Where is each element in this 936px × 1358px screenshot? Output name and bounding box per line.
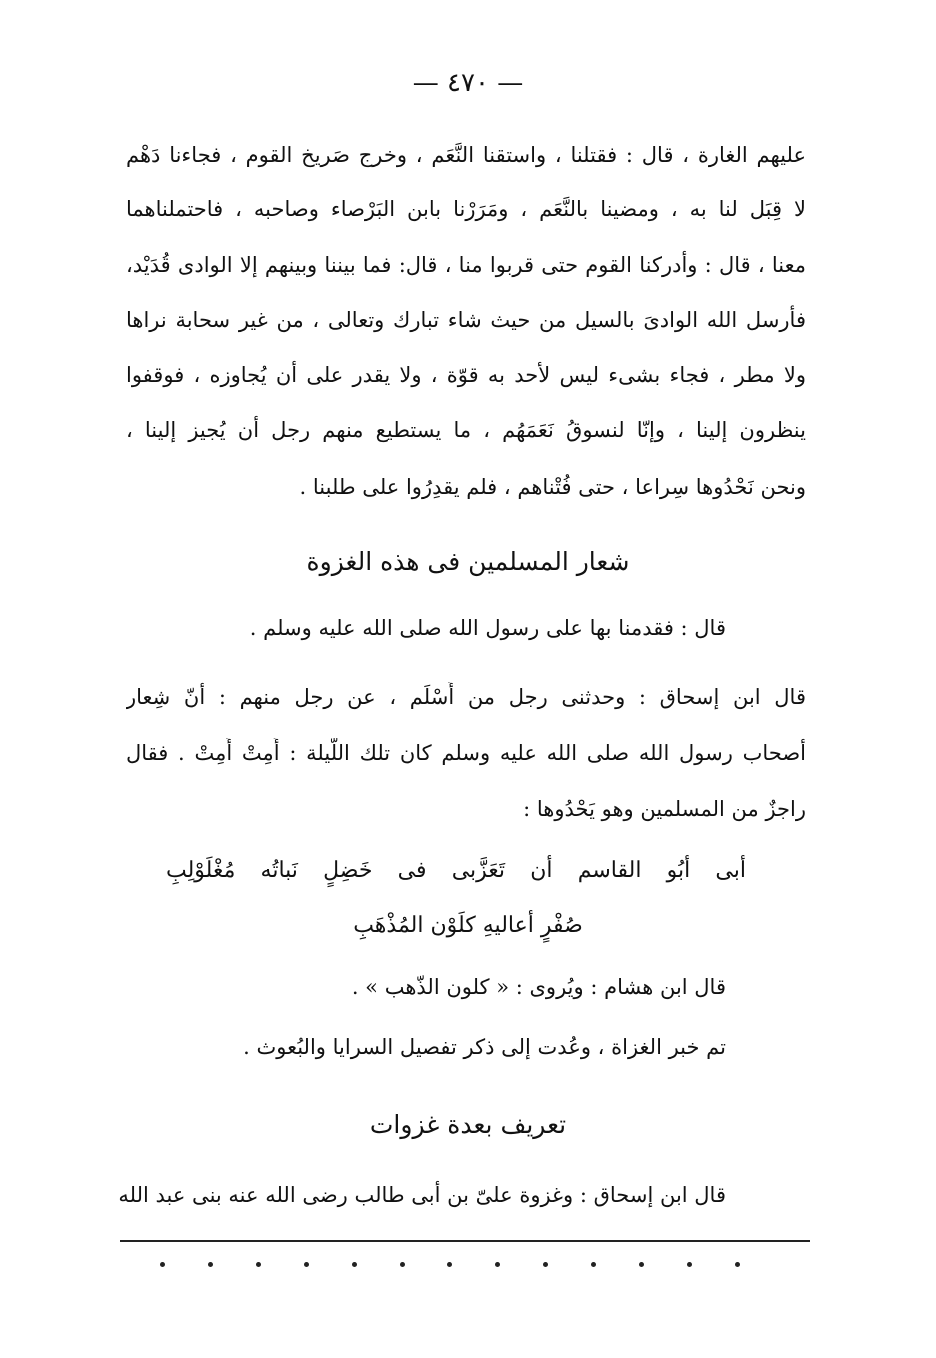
text-line: راجزٌ من المسلمين وهو يَحْدُوها : [523, 797, 806, 821]
text-line: معنا ، قال : وأدركنا القوم حتى قربوا منا ، قال: فما بيننا وبينهم إلا الوادى قُدَيْد، [126, 253, 806, 277]
text-line: ولا مطر ، فجاء بشىء ليس لأحد به قوّة ، ولا يقدر على أن يُجاوزه ، فوقفوا [126, 363, 806, 387]
dot [256, 1262, 261, 1267]
text-line: فأرسل الله الوادىَ بالسيل من حيث شاء تبارك وتعالى ، من غير سحابة نراها [126, 308, 806, 332]
text-line: عليهم الغارة ، قال : فقتلنا ، واستقنا النَّعَم ، وخرج صَريخ القوم ، فجاءنا دَهْم [126, 143, 806, 167]
text-line: قال ابن إسحاق : وحدثنى رجل من أَسْلَم ، عن رجل منهم : أنّ شِعار [126, 685, 806, 709]
dot [591, 1262, 596, 1267]
footnote-rule [120, 1240, 810, 1242]
dot [400, 1262, 405, 1267]
text-line: قال ابن هشام : ويُروى : « كلون الذّهب » . [351, 975, 726, 999]
page-number: — ٤٧٠ — [412, 68, 524, 98]
text-line: قال ابن إسحاق : وغزوة علىّ بن أبى طالب رضى الله عنه بنى عبد الله [118, 1183, 726, 1207]
dot [208, 1262, 213, 1267]
footnote-dots [160, 1262, 740, 1267]
text-line: تم خبر الغزاة ، وعُدت إلى ذكر تفصيل السرايا والبُعوث . [243, 1035, 726, 1059]
dot [447, 1262, 452, 1267]
verse-line: أبى أبُو القاسم أن تَعَزَّبى فى خَضِلٍ نَباتُه مُغْلَوْلِبِ [166, 858, 746, 883]
dot [543, 1262, 548, 1267]
verse-line: صُفْرٍ أعاليهِ كلَوْن المُذْهَبِ [353, 913, 583, 938]
section-heading: شعار المسلمين فى هذه الغزوة [306, 547, 630, 576]
text-line: ونحن نَحْدُوها سِراعا ، حتى فُتْناهم ، فلم يقدِرُوا على طلبنا . [299, 475, 806, 499]
text-line: لا قِبَل لنا به ، ومضينا بالنَّعَم ، ومَرَرْنا بابن البَرْصاء وصاحبه ، فاحتملناهما [126, 197, 806, 221]
dot [352, 1262, 357, 1267]
dot [304, 1262, 309, 1267]
text-line: أصحاب رسول الله صلى الله عليه وسلم كان تلك اللّيلة : أَمِتْ أَمِتْ . فقال [126, 741, 806, 765]
dot [735, 1262, 740, 1267]
text-line: قال : فقدمنا بها على رسول الله صلى الله عليه وسلم . [249, 616, 726, 640]
text-line: ينظرون إلينا ، وإنّا لنسوقُ نَعَمَهُم ، ما يستطيع منهم رجل أن يُجيز إلينا ، [126, 418, 806, 442]
dot [160, 1262, 165, 1267]
dot [639, 1262, 644, 1267]
dot [687, 1262, 692, 1267]
section-heading: تعريف بعدة غزوات [369, 1110, 567, 1139]
dot [495, 1262, 500, 1267]
